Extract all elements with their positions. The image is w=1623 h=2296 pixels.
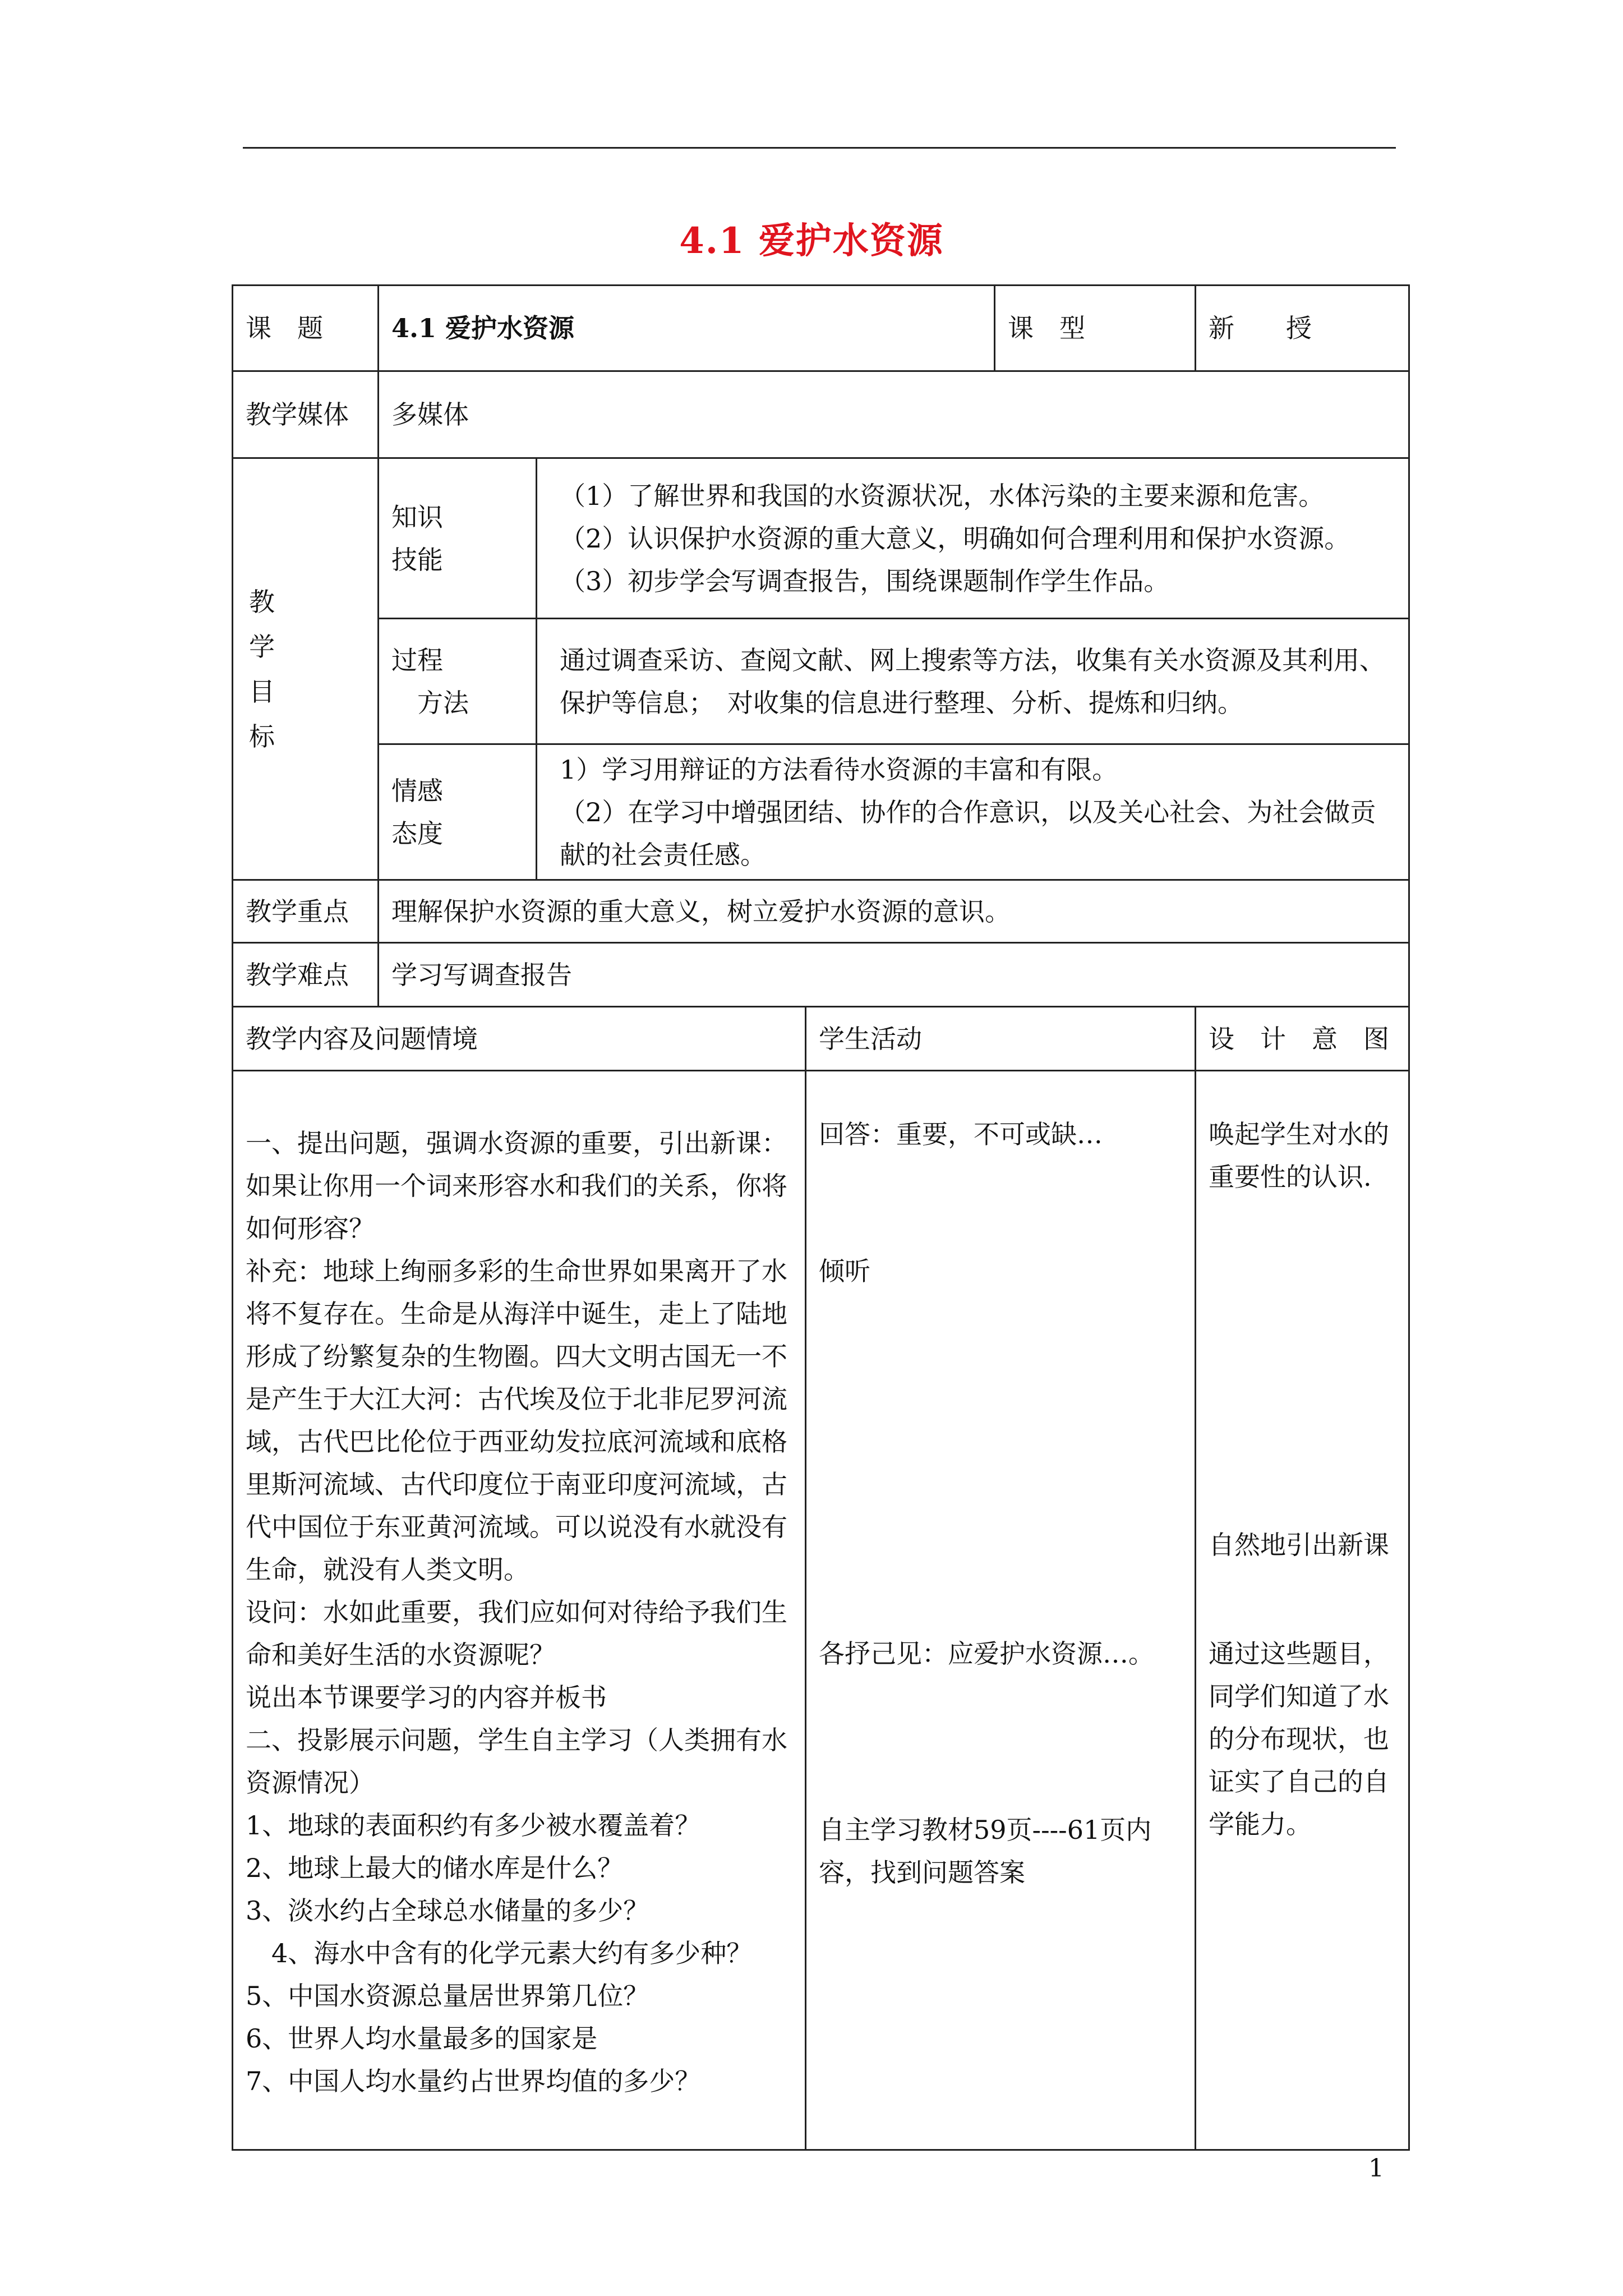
objective-label-line: 知识 xyxy=(391,501,443,532)
objective-label-line: 态度 xyxy=(391,818,443,849)
difficulty-row xyxy=(233,943,1409,1007)
objective-row-attitude xyxy=(233,744,1409,880)
content-line: 3、淡水约占全球总水储量的多少？ xyxy=(246,1895,649,1926)
content-line: 2、地球上最大的储水库是什么？ xyxy=(246,1852,624,1883)
objective-row-process xyxy=(233,619,1409,744)
difficulty-value: 学习写调查报告 xyxy=(379,943,1409,1007)
objective-label-line: 方法 xyxy=(391,687,469,718)
objective-text-process xyxy=(537,619,1409,744)
objective-line: 通过调查采访、查阅文献、网上搜索等方法，收集有关水资源及其利用、保护等信息； 对收集的信息进行整理、分析、提炼和归纳。 xyxy=(560,645,1385,718)
key-point-value: 理解保护水资源的重大意义，树立爱护水资源的意识。 xyxy=(379,880,1409,943)
content-header: 教学内容及问题情境 xyxy=(233,1007,806,1071)
lesson-plan-table xyxy=(232,284,1410,2151)
objective-label-knowledge xyxy=(379,458,537,619)
objective-label-line: 情感 xyxy=(391,775,443,806)
objective-text-attitude xyxy=(537,744,1409,880)
media-value: 多媒体 xyxy=(379,371,1409,458)
objective-line: （1）了解世界和我国的水资源状况，水体污染的主要来源和危害。 xyxy=(560,480,1325,511)
topic-label: 课 题 xyxy=(233,286,379,371)
content-line: 如果让你用一个词来形容水和我们的关系，你将如何形容？ xyxy=(246,1170,787,1244)
content-line: 1、地球的表面积约有多少被水覆盖着？ xyxy=(246,1810,701,1841)
header-rule xyxy=(243,147,1396,149)
content-line: 一、提出问题，强调水资源的重要，引出新课： xyxy=(246,1128,787,1158)
objective-label-process xyxy=(379,619,537,744)
content-line: 补充：地球上绚丽多彩的生命世界如果离开了水将不复存在。生命是从海洋中诞生，走上了陆地形成了纷繁复杂的生物圈。四大文明古国无一不是产生于大江大河：古代埃及位于北非尼罗河流域，古代巴比伦位于西亚幼发拉底河流域和底格里斯河流域、古代印度位于南亚印度河流域，古代中国位于东亚黄河流域。可以说没有水就没有生命，就没有人类文明。 xyxy=(246,1255,787,1585)
content-line: 说出本节课要学习的内容并板书 xyxy=(246,1682,607,1713)
content-line: 二、投影展示问题，学生自主学习（人类拥有水资源情况） xyxy=(246,1724,787,1798)
objective-text-knowledge xyxy=(537,458,1409,619)
activity-answer: 回答：重要，不可或缺… xyxy=(819,1119,1103,1149)
activity-listen: 倾听 xyxy=(819,1256,870,1286)
objectives-label xyxy=(233,458,379,880)
objective-label-attitude xyxy=(379,744,537,880)
content-line: 4、海水中含有的化学元素大约有多少种？ xyxy=(246,1938,753,1968)
content-cell xyxy=(233,1071,806,2150)
content-body-row xyxy=(233,1071,1409,2150)
intent-self-learning: 通过这些题目，同学们知道了水的分布现状，也证实了自己的自学能力。 xyxy=(1209,1639,1390,1839)
intent-awareness: 唤起学生对水的重要性的认识. xyxy=(1209,1119,1390,1192)
content-line: 5、中国水资源总量居世界第几位？ xyxy=(246,1980,649,2011)
key-point-label: 教学重点 xyxy=(233,880,379,943)
media-label: 教学媒体 xyxy=(233,371,379,458)
intent-header: 设 计 意 图 xyxy=(1196,1007,1409,1071)
objective-label-line: 技能 xyxy=(391,544,443,575)
objective-line: （3）初步学会写调查报告，围绕课题制作学生作品。 xyxy=(560,565,1170,596)
objective-row-knowledge xyxy=(233,458,1409,619)
topic-row xyxy=(233,286,1409,371)
intent-cell xyxy=(1196,1071,1409,2150)
activity-discuss: 各抒己见：应爱护水资源…。 xyxy=(819,1639,1154,1669)
page-title: 4.1 爱护水资源 xyxy=(679,220,944,262)
objective-line: 1）学习用辩证的方法看待水资源的丰富和有限。 xyxy=(560,754,1118,785)
media-row xyxy=(233,371,1409,458)
type-label: 课 型 xyxy=(995,286,1196,371)
objective-line: （2）在学习中增强团结、协作的合作意识，以及关心社会、为社会做贡献的社会责任感。 xyxy=(560,797,1376,870)
objective-label-line: 过程 xyxy=(391,645,443,675)
content-header-row xyxy=(233,1007,1409,1071)
key-point-row xyxy=(233,880,1409,943)
objectives-label-char: 学 xyxy=(249,631,275,662)
objectives-label-char: 标 xyxy=(249,721,275,752)
difficulty-label: 教学难点 xyxy=(233,943,379,1007)
intent-introduce: 自然地引出新课 xyxy=(1209,1530,1390,1560)
type-value: 新 授 xyxy=(1196,286,1409,371)
activity-self-study: 自主学习教材59页----61页内容，找到问题答案 xyxy=(819,1815,1152,1888)
content-line: 6、世界人均水量最多的国家是 xyxy=(246,2023,598,2054)
activity-header: 学生活动 xyxy=(806,1007,1196,1071)
objectives-label-char: 教 xyxy=(249,586,275,617)
objective-line: （2）认识保护水资源的重大意义，明确如何合理利用和保护水资源。 xyxy=(560,523,1350,554)
content-line: 7、中国人均水量约占世界均值的多少？ xyxy=(246,2065,701,2096)
objectives-label-char: 目 xyxy=(249,676,275,707)
topic-value: 4.1 爱护水资源 xyxy=(379,286,995,371)
content-line: 设问：水如此重要，我们应如何对待给予我们生命和美好生活的水资源呢？ xyxy=(246,1596,787,1670)
activity-cell xyxy=(806,1071,1196,2150)
page-number: 1 xyxy=(1368,2154,1384,2183)
